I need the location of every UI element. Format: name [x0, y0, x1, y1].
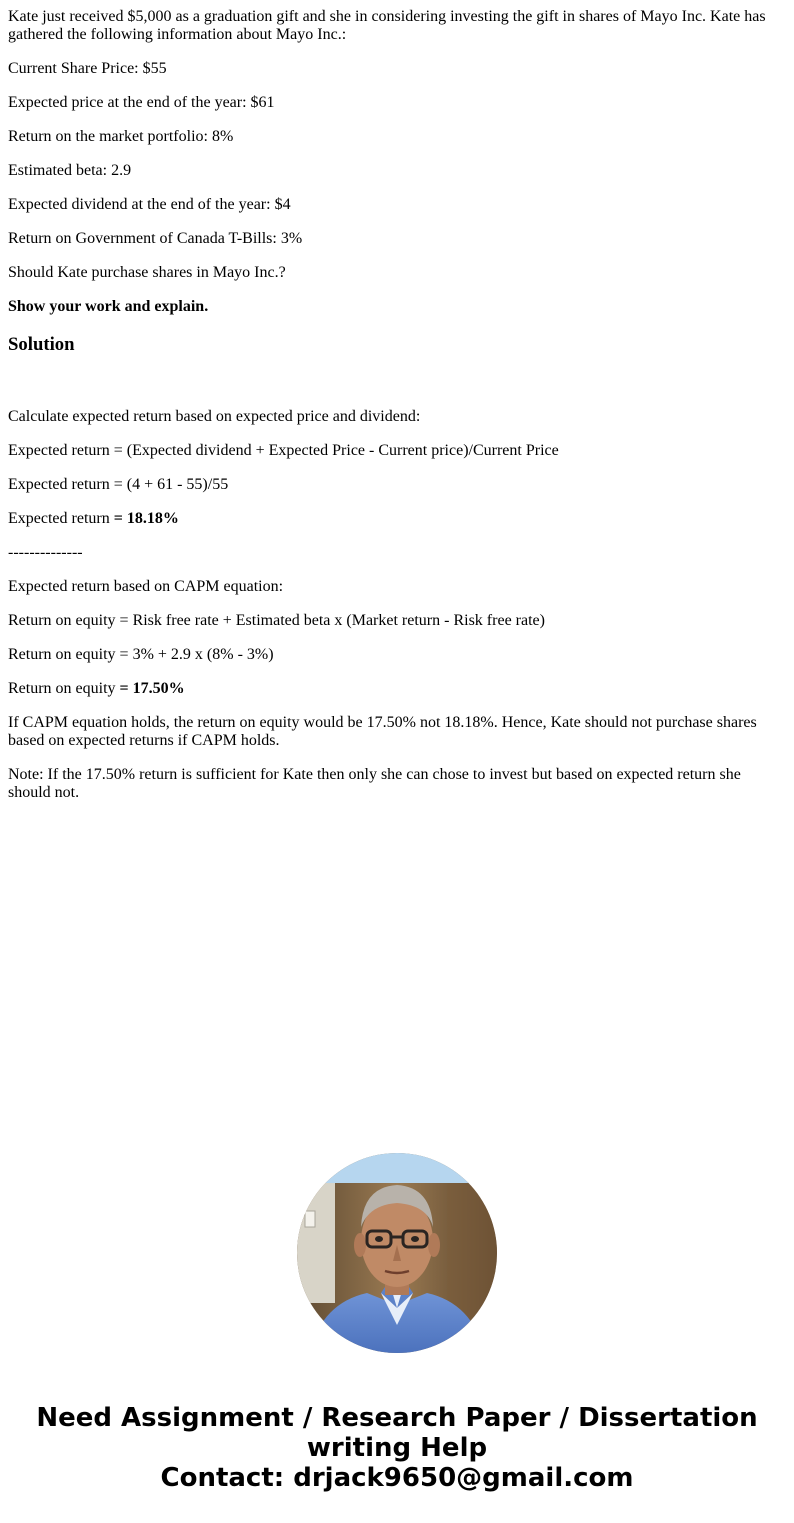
- instruction-text: Show your work and explain.: [8, 298, 209, 315]
- step1-intro: Calculate expected return based on expected price and dividend:: [8, 408, 421, 425]
- info-market-return: Return on the market portfolio: 8%: [8, 128, 234, 145]
- info-current-share-price: Current Share Price: $55: [8, 60, 167, 77]
- solution-spacer: [8, 356, 786, 408]
- step1-substituted: Expected return = (4 + 61 - 55)/55: [8, 476, 229, 493]
- note: Note: If the 17.50% return is sufficient for Kate then only she can chose to invest but based on expected return she should not.: [8, 766, 741, 801]
- avatar-portrait-image: [297, 1153, 497, 1353]
- step2-intro: Expected return based on CAPM equation:: [8, 578, 284, 595]
- step1-result-label: Expected return: [8, 510, 114, 527]
- step2-formula: Return on equity = Risk free rate + Estimated beta x (Market return - Risk free rate): [8, 612, 545, 629]
- question-instruction: [8, 298, 786, 316]
- step2-result-value: = 17.50%: [119, 680, 185, 697]
- step2-substituted: Return on equity = 3% + 2.9 x (8% - 3%): [8, 646, 274, 663]
- conclusion: If CAPM equation holds, the return on equity would be 17.50% not 18.18%. Hence, Kate should not purchase shares based on expected returns if CAPM holds.: [8, 714, 757, 749]
- footer-line-1: Need Assignment / Research Paper / Dissertation: [36, 1403, 758, 1433]
- step2-result: [8, 680, 786, 698]
- info-tbill-return: Return on Government of Canada T-Bills: 3%: [8, 230, 303, 247]
- footer-contact-email: Contact: drjack9650@gmail.com: [160, 1463, 634, 1493]
- section-divider: --------------: [8, 544, 83, 561]
- avatar: [297, 1153, 497, 1353]
- step1-result: [8, 510, 786, 528]
- question-prompt: Should Kate purchase shares in Mayo Inc.?: [8, 264, 286, 281]
- solution-heading: Solution: [8, 334, 75, 355]
- step1-formula: Expected return = (Expected dividend + Expected Price - Current price)/Current Price: [8, 442, 559, 459]
- footer-contact-banner: [0, 1403, 794, 1493]
- info-estimated-beta: Estimated beta: 2.9: [8, 162, 132, 179]
- question-intro: Kate just received $5,000 as a graduation gift and she in considering investing the gift in shares of Mayo Inc. Kate has gathered the following information about Mayo Inc.:: [8, 8, 766, 43]
- document-body: [8, 0, 786, 818]
- step1-result-value: = 18.18%: [113, 510, 179, 527]
- info-expected-price: Expected price at the end of the year: $61: [8, 94, 275, 111]
- step2-result-label: Return on equity: [8, 680, 120, 697]
- footer-line-2: writing Help: [306, 1433, 488, 1463]
- info-expected-dividend: Expected dividend at the end of the year: $4: [8, 196, 291, 213]
